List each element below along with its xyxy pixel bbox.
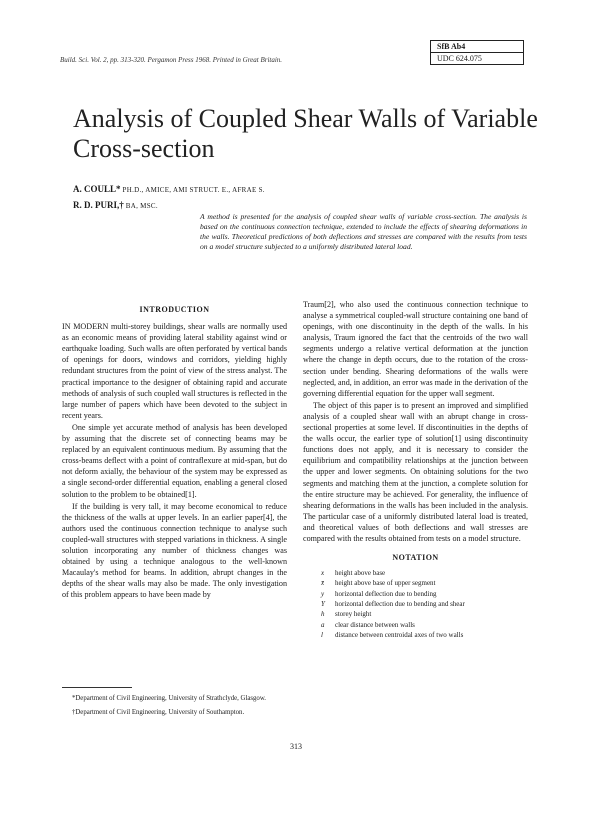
notation-symbol: h <box>321 610 325 619</box>
footnotes <box>62 687 287 722</box>
section-heading-notation: NOTATION <box>392 553 439 563</box>
classification-box <box>430 40 524 65</box>
notation-desc: storey height <box>335 610 372 619</box>
notation-desc: clear distance between walls <box>335 620 415 629</box>
notation-desc: distance between centroidal axes of two walls <box>335 630 464 639</box>
right-column <box>303 299 528 640</box>
author-1 <box>73 182 265 198</box>
footnote-rule <box>62 687 132 688</box>
left-column <box>62 304 287 600</box>
paragraph: One simple yet accurate method of analysis has been developed by assuming that the discrete set of connecting beams may be replaced by an equivalent continuous medium. By assuming that the cross-beams deflect with a point of contraflexure at mid-span, but do not deform axially, the behaviour of the system may be expressed as a single second-order differential equation, enabling a general closed solution to the problem to be obtained[1]. <box>62 422 287 499</box>
sfb-code: SfB Ab4 <box>437 42 466 51</box>
paragraph: Traum[2], who also used the continuous connection technique to analyse a symmetrical coupled-wall structure containing one band of openings, with one discontinuity in the depth of the walls. In his analysis, Traum ignored the fact that the centroids of the two wall segments undergo a relative vertical deformation at the junction where the change in depth occurs, due to the rotation of the cross-section under bending. Shearing deformations of the walls were neglected, and, in addition, an error was made in the derivation of the governing differential equation for the upper wall segment. <box>303 300 528 398</box>
notation-symbol: a <box>321 620 325 629</box>
author-list <box>73 182 265 214</box>
author-affiliation: BA, MSC. <box>125 202 158 210</box>
notation-item <box>321 578 528 588</box>
notation-item <box>321 589 528 599</box>
journal-citation: Build. Sci. Vol. 2, pp. 313-320. Pergamon Press 1968. Printed in Great Britain. <box>60 56 283 64</box>
abstract: A method is presented for the analysis of coupled shear walls of variable cross-section. The analysis is based on the continuous connection technique, extended to include the effects of shearing deformations in the walls. Theoretical predictions of both deflections and stresses are compared with the results from tests on a model structure subjected to a uniformly distributed lateral load. <box>200 212 527 251</box>
notation-desc: horizontal deflection due to bending <box>335 589 437 598</box>
paragraph: IN MODERN multi-storey buildings, shear walls are normally used as an economic means of providing lateral stability against wind or earthquake loading. Such walls are often perforated by vertical bands of openings for doors, windows and corridors, yielding highly redundant structures from the point of view of the stress analyst. The practical importance to the designer of obtaining rapid and accurate methods of analysis of such coupled wall structures is reflected in the large number of papers which have been devoted to the subject in recent years. <box>62 322 287 420</box>
author-affiliation: PH.D., AMICE, AMI STRUCT. E., AFRAE S. <box>122 186 265 194</box>
notation-symbol: x <box>321 569 325 578</box>
notation-symbol: Y <box>321 600 325 609</box>
notation-item <box>321 568 528 578</box>
section-heading-introduction: INTRODUCTION <box>139 305 210 314</box>
footnote-1: *Department of Civil Engineering, University of Strathclyde, Glasgow. <box>72 695 266 702</box>
author-name: A. COULL* <box>73 184 121 194</box>
notation-item <box>321 630 528 640</box>
notation-symbol: x̄ <box>321 579 325 588</box>
notation-symbol: l <box>321 630 323 639</box>
notation-symbol: y <box>321 589 325 598</box>
notation-item <box>321 609 528 619</box>
paragraph: If the building is very tall, it may become economical to reduce the thickness of the walls at upper levels. In an earlier paper[4], the authors used the continuous connection technique to analyse such coupled-wall structures with stepped variations in thickness. A single solution incorporating any number of thickness changes was obtained by using a technique analogous to the well-known Macaulay's method for beams. In addition, abrupt changes in the depths of the shear walls may also be made. The only investigation of this problem appears to have been made by <box>62 501 287 600</box>
author-name: R. D. PURI,† <box>73 200 124 210</box>
notation-desc: height above base <box>335 569 386 578</box>
udc-code: UDC 624.075 <box>431 52 523 64</box>
page-number: 313 <box>290 742 302 751</box>
notation-item <box>321 599 528 609</box>
paper-title: Analysis of Coupled Shear Walls of Variable Cross-section <box>73 104 538 163</box>
notation-desc: height above base of upper segment <box>335 579 436 588</box>
notation-desc: horizontal deflection due to bending and shear <box>335 600 465 609</box>
notation-item <box>321 620 528 630</box>
paragraph: The object of this paper is to present an improved and simplified analysis of a coupled shear wall with an abrupt change in cross-sectional properties at some level. If discontinuities in the depths of the walls occur, the earlier type of solution[1] using discontinuity functions does not apply, and it is necessary to consider the equilibrium and compatibility relationships at the junction between the upper and lower segments. On obtaining solutions for the two segments and matching them at the junction, a complete solution for the entire structure may be achieved. For generality, the influence of shearing deformations in the walls has been included in the analysis. The particular case of a uniformly distributed lateral load is treated, and theoretical values of both deflections and wall stresses are compared with the results obtained from tests on a model structure. <box>303 400 528 543</box>
notation-list <box>303 568 528 640</box>
footnote-2: †Department of Civil Engineering, University of Southampton. <box>72 709 245 716</box>
